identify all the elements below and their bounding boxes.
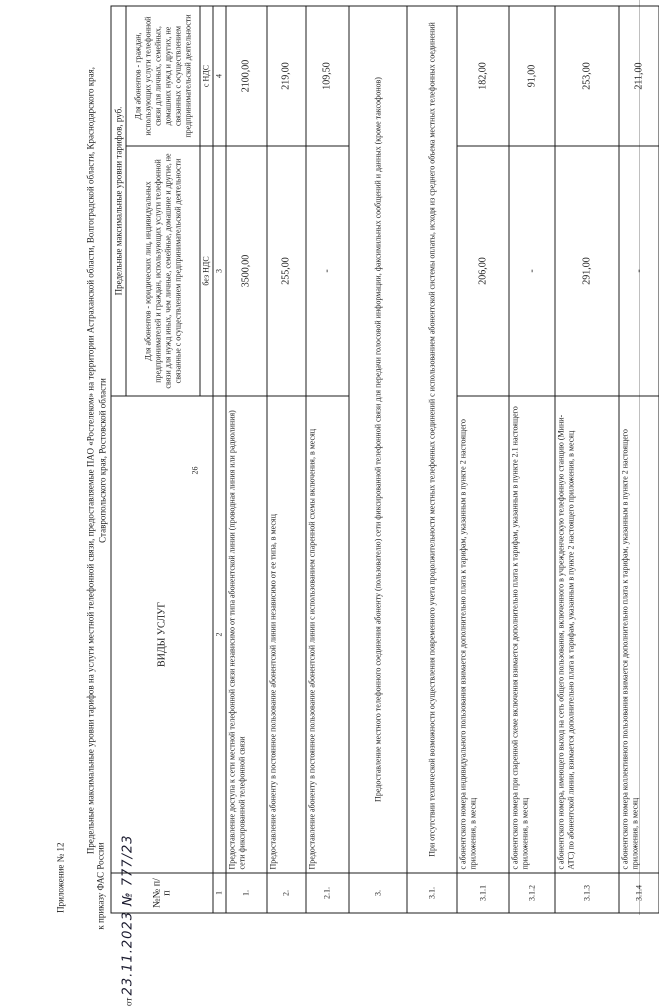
service-description: с абонентского номера индивидуального пользования взимается дополнительно плата к тарифам, указанным в пункте 2 настоящего приложения, в месяц <box>457 396 509 873</box>
service-description: Предоставление местного телефонного соединения абоненту (пользователю) сети фиксированной телефонной связи для передачи голосовой информации, факсимильных сообщений и данных (кроме таксофонов) <box>349 6 407 873</box>
service-description: с абонентского номера при спаренной схеме включения взимается дополнительно плата к тарифам, указанным в пункте 2.1 настоящего приложения, в месяц <box>509 396 555 873</box>
price-legal: - <box>509 146 555 396</box>
price-legal: 255,00 <box>267 146 306 396</box>
row-number: 1. <box>226 873 267 913</box>
service-description: Предоставление абоненту в постоянное пользование абонентской линии с использованием спаренной схемы включения, в месяц <box>306 396 349 873</box>
service-description: Предоставление абоненту в постоянное пользование абонентской линии независимо от ее типа, в месяц <box>267 396 306 873</box>
table-row <box>509 6 555 913</box>
page-number: 26 <box>190 466 199 474</box>
col-header-services: ВИДЫ УСЛУГ <box>111 396 213 873</box>
column-index-row <box>213 6 226 913</box>
service-description: с абонентского номера коллективного пользования взимается дополнительно плата к тарифам, указанным в пункте 2 настоящего приложения, в месяц <box>619 396 659 873</box>
appendix-label: Приложение № 12 <box>55 842 65 913</box>
vat-included-label: с НДС <box>200 6 213 146</box>
row-number: 3.1.1 <box>457 873 509 913</box>
price-legal: - <box>306 146 349 396</box>
table-row <box>267 6 306 913</box>
column-index: 3 <box>213 146 226 396</box>
tariff-table <box>110 5 659 913</box>
table-row <box>457 6 509 913</box>
table-row <box>619 6 659 913</box>
order-reference: к приказу ФАС России <box>95 842 105 930</box>
price-legal: 206,00 <box>457 146 509 396</box>
row-number: 2.1. <box>306 873 349 913</box>
table-row <box>555 6 619 913</box>
handwritten-order-number: 23.11.2023 № 777/23 <box>120 834 135 995</box>
table-row <box>407 6 457 913</box>
price-legal: 3500,00 <box>226 146 267 396</box>
row-number: 3. <box>349 873 407 913</box>
price-citizen: 91,00 <box>509 6 555 146</box>
table-header-row <box>111 6 126 913</box>
price-citizen: 219,00 <box>267 6 306 146</box>
price-legal: 291,00 <box>555 146 619 396</box>
row-number: 2. <box>267 873 306 913</box>
order-date-prefix: от <box>123 997 133 1006</box>
vat-excluded-label: без НДС <box>200 146 213 396</box>
document-title <box>84 25 108 895</box>
service-description: При отсутствии технической возможности осуществления повременного учета продолжительности местных телефонных соединений с использованием абонентской системы оплаты, исходя из среднего объема местных телефонных соединений <box>407 6 457 873</box>
row-number: 3.1.3 <box>555 873 619 913</box>
price-legal: - <box>619 146 659 396</box>
price-citizen: 253,00 <box>555 6 619 146</box>
column-index: 4 <box>213 6 226 146</box>
price-citizen: 109,50 <box>306 6 349 146</box>
col-header-number: №№ п/п <box>111 873 213 913</box>
title-line-2: Ставропольского края, Ростовской области <box>97 377 107 543</box>
col-header-citizens: Для абонентов - граждан, использующих услуги телефонной связи для личных, семейных, домашних нужд и других, не связанных с осуществлением предпринимательской деятельности <box>126 6 200 146</box>
service-description: Предоставление доступа к сети местной телефонной связи независимо от типа абонентской линии (проводная линия или радиолиния) сети фиксированной телефонной связи <box>226 396 267 873</box>
col-header-levels: Предельные максимальные уровни тарифов, руб. <box>111 6 126 396</box>
column-index: 1 <box>213 873 226 913</box>
table-row <box>349 6 407 913</box>
col-header-legal-entities: Для абонентов - юридических лиц, индивидуальных предпринимателей и граждан, использующих услуги телефонной связи для нужд иных, чем личные, семейные, домашние и другие, не связанные с осуществлением предпринимательской деятельности <box>126 146 200 396</box>
table-row <box>226 6 267 913</box>
price-citizen: 211,00 <box>619 6 659 146</box>
row-number: 3.1. <box>407 873 457 913</box>
title-line-1: Предельные максимальные уровни тарифов на услуги местной телефонной связи, предоставляемые ПАО «Ростелеком» на территории Астраханской области, Волгоградской области, Краснодарского края, <box>85 66 95 854</box>
table-row <box>306 6 349 913</box>
price-citizen: 2100,00 <box>226 6 267 146</box>
row-number: 3.1.2 <box>509 873 555 913</box>
price-citizen: 182,00 <box>457 6 509 146</box>
column-index: 2 <box>213 396 226 873</box>
service-description: с абонентского номера, имеющего выход на сеть общего пользования, включенного в учрежденческую телефонную станцию (Мини-АТС) по абонентской линии, взимается дополнительно плата к тарифам, указанным в пункте 2 настоящего приложения, в месяц <box>555 396 619 873</box>
row-number: 3.1.4 <box>619 873 659 913</box>
